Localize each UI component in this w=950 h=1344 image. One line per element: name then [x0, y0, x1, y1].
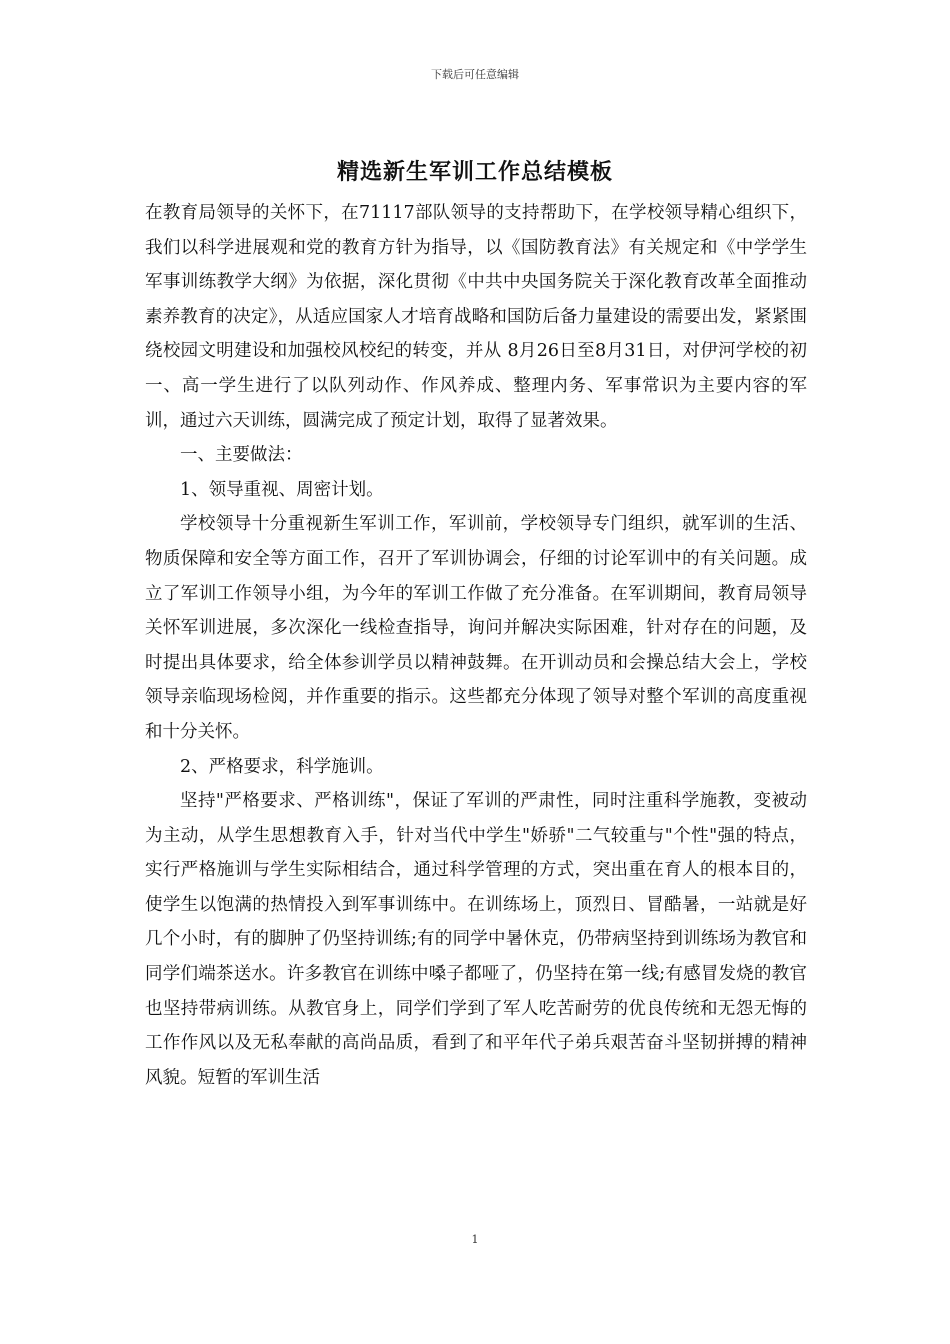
document-title: 精选新生军训工作总结模板: [336, 160, 613, 185]
document-body: [145, 196, 807, 1095]
section-heading-main-methods: 一、主要做法：: [180, 445, 303, 466]
header-note: 下载后可任意编辑: [431, 68, 519, 81]
subheading-leadership: 1、领导重视、周密计划。: [180, 479, 384, 500]
paragraph-strict-training: 坚持"严格要求、严格训练"，保证了军训的严肃性，同时注重科学施教，变被动为主动，从学生思想教育入手，针对当代中学生"娇骄"二气较重与"个性"强的特点，实行严格施训与学生实际相结合，通过科学管理的方式，突出重在育人的根本目的，使学生以饱满的热情投入到军事训练中。在训练场上，顶烈日、冒酷暑，一站就是好几个小时，有的脚肿了仍坚持训练;有的同学中暑休克，仍带病坚持到训练场为教官和同学们端茶送水。许多教官在训练中嗓子都哑了，仍坚持在第一线;有感冒发烧的教官也坚持带病训练。从教官身上，同学们学到了军人吃苦耐劳的优良传统和无怨无悔的工作作风以及无私奉献的高尚品质，看到了和平年代子弟兵艰苦奋斗坚韧拼搏的精神风貌。短暂的军训生活: [145, 791, 807, 1088]
paragraph-leadership: 学校领导十分重视新生军训工作，军训前，学校领导专门组织，就军训的生活、物质保障和安全等方面工作，召开了军训协调会，仔细的讨论军训中的有关问题。成立了军训工作领导小组，为今年的军训工作做了充分准备。在军训期间，教育局领导关怀军训进展，多次深化一线检查指导，询问并解决实际困难，针对存在的问题，及时提出具体要求，给全体参训学员以精神鼓舞。在开训动员和会操总结大会上，学校领导亲临现场检阅，并作重要的指示。这些都充分体现了领导对整个军训的高度重视和十分关怀。: [145, 514, 807, 742]
page-number: 1: [471, 1233, 479, 1246]
paragraph-intro: 在教育局领导的关怀下，在71117部队领导的支持帮助下，在学校领导精心组织下，我们以科学进展观和党的教育方针为指导，以《国防教育法》有关规定和《中学学生军事训练教学大纲》为依据，深化贯彻《中共中央国务院关于深化教育改革全面推动素养教育的决定》，从适应国家人才培育战略和国防后备力量建设的需要出发，紧紧围绕校园文明建设和加强校风校纪的转变，并从 8月26日至8月31日，对伊河学校的初一、高一学生进行了以队列动作、作风养成、整理内务、军事常识为主要内容的军训，通过六天训练，圆满完成了预定计划，取得了显著效果。: [145, 203, 807, 431]
subheading-strict-training: 2、严格要求，科学施训。: [180, 756, 384, 777]
